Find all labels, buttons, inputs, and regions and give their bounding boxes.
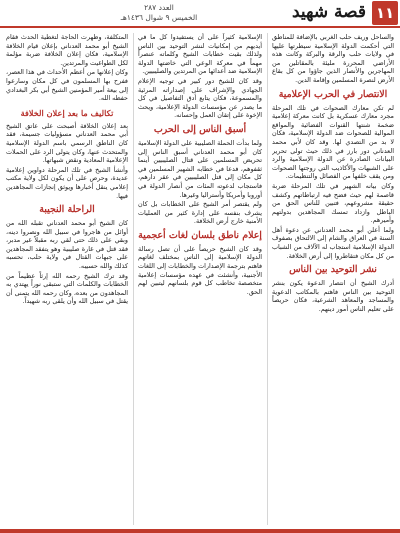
column-divider (267, 33, 268, 525)
paragraph: وقد كان الشيخ حريصاً على أن تصل رسالة الدولة الإسلامية إلى الناس بمختلف لغاتهم فاهتم بترجمة الإصدارات والخطابات إلى اللغات الأجنبية، وأنشئت في عهده مؤسسات إعلامية متخصصة تخاطب كل قوم بلسانهم ليتبين لهم الحق. (138, 244, 262, 296)
section-title: قصة شهيد (291, 2, 366, 22)
column-right (272, 33, 394, 527)
paragraph: لم تكن معارك الصحوات في تلك المرحلة مجرد معارك عسكرية بل كانت معركة إعلامية ضخمة شنتها القنوات الفضائية والمواقع الموالية للصحوات ضد الدولة الإسلامية، فكان لا بد من التصدي لها. وقد كان لأبي محمد العدناني دور بارز في ذلك حيث تولى تحرير البيانات الصادرة عن الدولة الإسلامية والرد على الشبهات والأكاذيب التي روجتها الصحوات ومن يقف خلفها من الفصائل والتنظيمات. (272, 103, 394, 181)
paragraph: وقد كان للشيخ دور كبير في توجيه الإعلام الجهادي والإشراف على إصداراته المرئية والمسموعة، فكان يتابع أدق التفاصيل في كل ما يصدر عن مؤسسات الدولة الإعلامية، ويحث الإخوة على إتقان العمل وإحسانه. (138, 76, 262, 120)
subheading: نشر التوحيد بين الناس (289, 264, 377, 276)
issue-info (104, 3, 214, 23)
paragraph: ولم يقتصر أمر الشيخ على الخطابات بل كان يشرف بنفسه على إدارة كثير من العمليات الأمنية خارج أرض الخلافة. (138, 200, 262, 226)
page-number-badge: ١١ (372, 1, 398, 25)
paragraph: وكان بيانه الشهير في تلك المرحلة ضربة قاصمة لهم حيث فضح فيه ارتباطاتهم وكشف حقيقة مشروعهم، فتبين للناس الحق من الباطل وازداد تمسك المجاهدين بدولتهم وأميرهم. (272, 181, 394, 225)
subheading: أسبق الناس إلى الحرب (153, 123, 247, 135)
subheading: الانتصار في الحرب الإعلامية (278, 88, 388, 100)
paragraph: وأنشأ الشيخ في تلك المرحلة دواوين إعلامية عديدة، وحرص على أن يكون لكل ولاية مكتب إعلامي ينقل أخبارها ويوثق إنجازات المجاهدين فيها. (6, 165, 128, 200)
paragraph: الإسلامية كثيراً على أن يستفيدوا كل ما في أيديهم من إمكانيات لنشر التوحيد بين الناس ولذلك بقيت خطابات الشيخ وكلماته عنصراً مهماً في معركة الوعي التي خاضتها الدولة الإسلامية ضد أعدائها من المرتدين والصليبيين. (138, 33, 262, 76)
footer-rule (0, 529, 400, 533)
paragraph: وكان إعلانها من أعظم الأحداث في هذا العصر، ففرح بها المسلمون في كل مكان وسارعوا إلى بيعة أمير المؤمنين الشيخ أبي بكر البغدادي حفظه الله. (6, 68, 128, 103)
column-left (6, 33, 128, 527)
paragraph: والساحل وريف حلب الغربي بالإضافة للمناطق التي أحكمت الدولة الإسلامية سيطرتها عليها في ولايات حلب والرقة والبركة وكانت هذه الأراضي المحررة مليئة بالمقاتلين من المهاجرين والأنصار الذين جاؤوا من كل بقاع الأرض لنصرة المسلمين وإقامة الدين. (272, 33, 394, 84)
paragraph: أدرك الشيخ أن انتصار الدعوة يكون بنشر التوحيد بين الناس فاهتم بالمكاتب الدعوية والمساجد والمعاهد الشرعية، فكان حريصاً على تعليم الناس أمور دينهم. (272, 279, 394, 314)
page-header (0, 0, 400, 28)
paragraph: ولما أعلن أبو محمد العدناني عن دعوة أهل السنة في العراق والشام إلى الالتحاق بصفوف الدولة الإسلامية استجاب له الآلاف من الشباب من كل مكان فتقاطروا إلى أرض الخلافة. (272, 225, 394, 260)
paragraph: المتكلفة، وظهرت الحاجة لتغطية الحدث فقام الشيخ أبو محمد العدناني بإعلان قيام الخلافة الإسلامية، فكان إعلان الخلافة ضربة مؤلمة لكل الطواغيت والمرتدين. (6, 33, 128, 67)
paragraph: بعد إعلان الخلافة أصبحت على عاتق الشيخ أبي محمد العدناني مسؤوليات جسيمة، فقد كان الناطق الرسمي باسم الدولة الإسلامية والمتحدث عنها، وكان يتولى الرد على الحملات الإعلامية المعادية ونقض شبهاتها. (6, 121, 128, 165)
paragraph: وقد ترك الشيخ رحمه الله إرثاً عظيماً من الخطابات والكلمات التي ستبقى نوراً يهتدي به المجاهدون من بعده، وكان رحمه الله يتمنى أن يقتل في سبيل الله وأن يلقى ربه شهيداً. (6, 271, 128, 306)
paragraph: كان الشيخ أبو محمد العدناني تقبله الله من أوائل من هاجروا في سبيل الله ونصروا دينه، وبقي على ذلك حتى لقي ربه مقبلاً غير مدبر، فقد قتل في غارة صليبية وهو يتفقد المجاهدين على جبهات القتال في ولاية حلب، نحسبه كذلك والله حسيبه. (6, 219, 128, 271)
column-middle (138, 33, 262, 527)
column-divider (133, 33, 134, 525)
issue-date: الخميس ٩ شوال ١٤٣٦هـ (120, 13, 198, 22)
paragraph: ولما بدأت الحملة الصليبية على الدولة الإسلامية كان أبو محمد العدناني أسبق الناس إلى تحريض المسلمين على قتال الصليبيين أينما ثقفوهم، فدعا في خطابه الشهير المسلمين في كل مكان إلى قتل الصليبيين في عقر دارهم، فاستجاب لدعوته المئات من أنصار الدولة في أوروبا وأمريكا وأستراليا وغيرها. (138, 138, 262, 199)
subheading: إعلام ناطق بلسان لغات أعجمية (138, 229, 262, 241)
subheading: الراحلة النجيبة (39, 204, 95, 216)
subheading: تكاليف ما بعد إعلان الخلافة (20, 107, 114, 118)
issue-number: العدد ٢٨٧ (144, 3, 174, 12)
